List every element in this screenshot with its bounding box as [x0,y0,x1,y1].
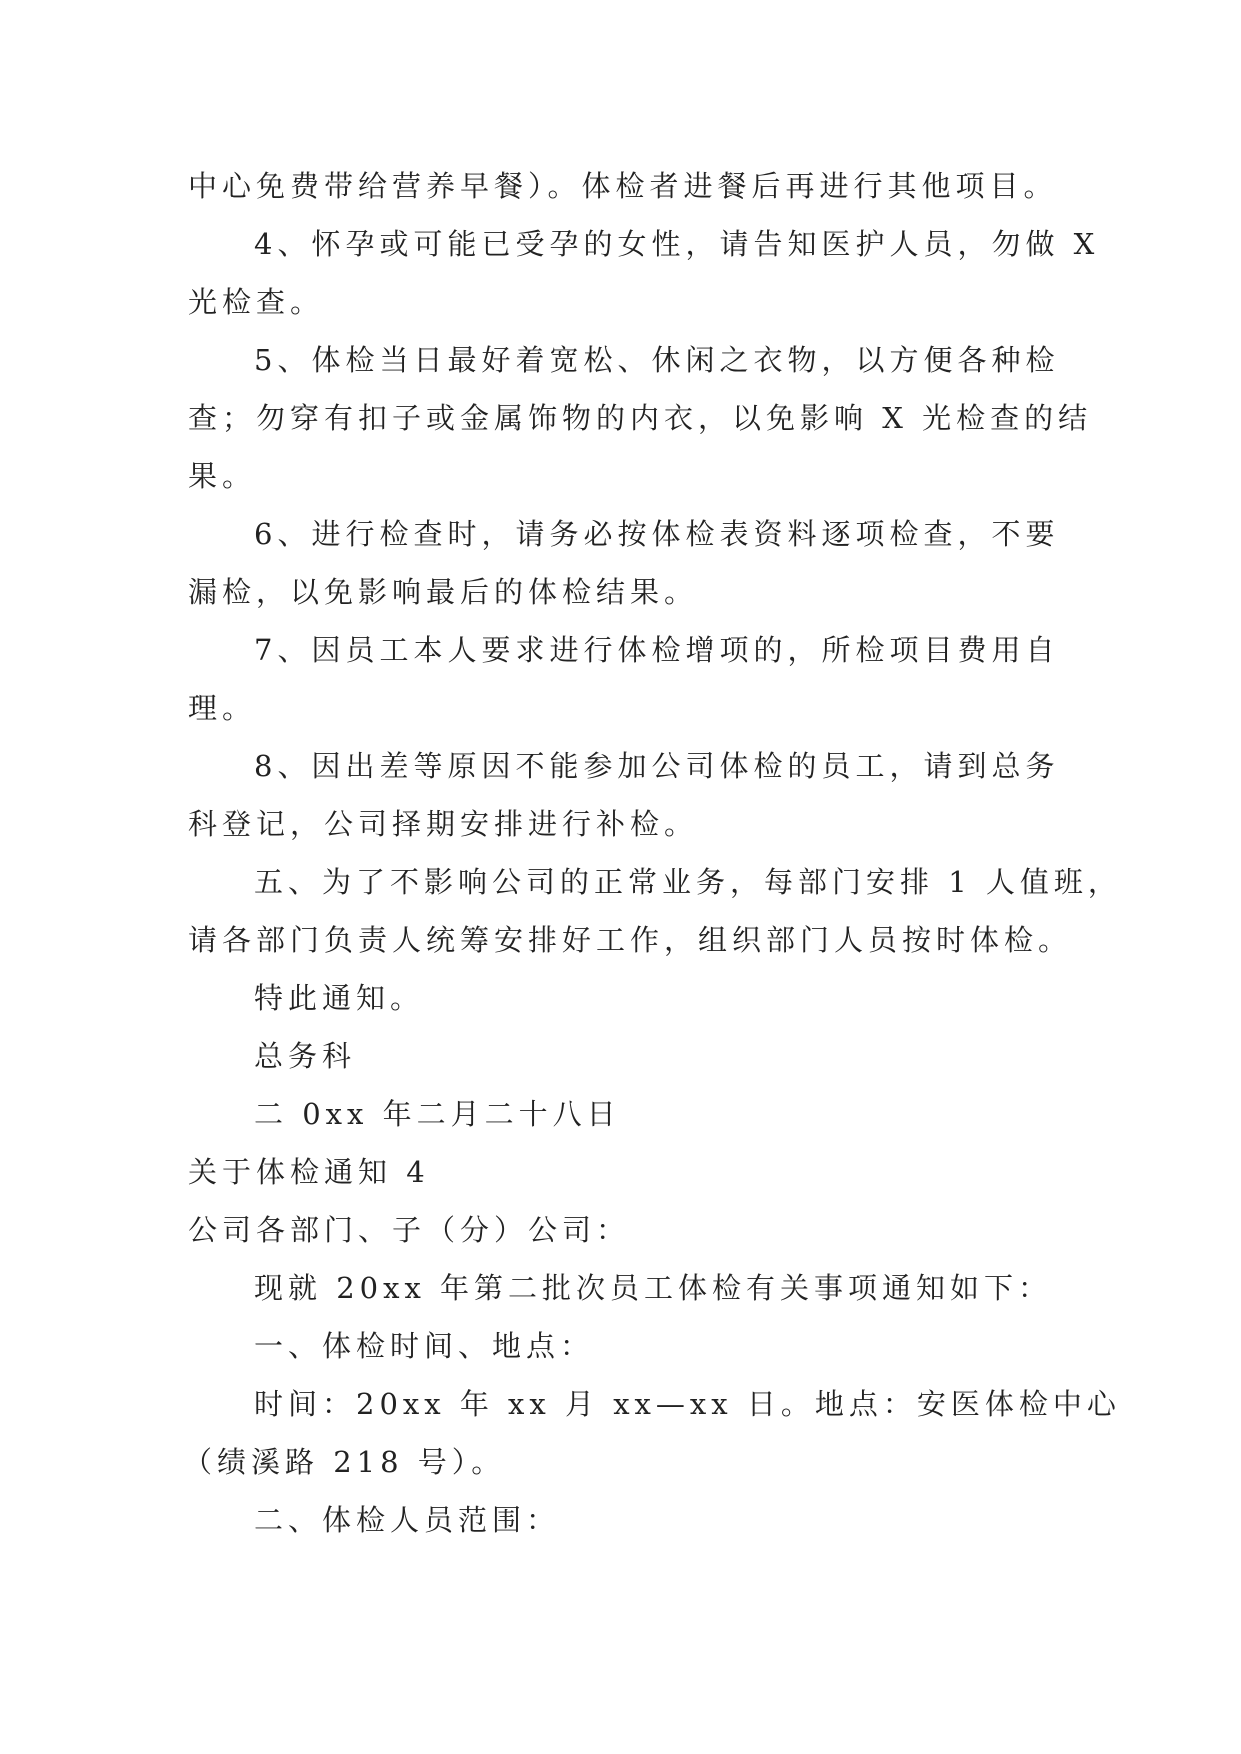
paragraph-line-item-5-end: 果。 [188,459,257,493]
paragraph-line-item-4-cont: 光检查。 [188,285,325,319]
paragraph-line-item-8: 8、因出差等原因不能参加公司体检的员工，请到总务 [254,749,1060,783]
paragraph-line-item-7-cont: 理。 [188,691,257,725]
address-detail: （绩溪路 218 号）。 [183,1445,506,1479]
paragraph-line-item-7: 7、因员工本人要求进行体检增项的，所检项目费用自 [254,633,1060,667]
paragraph-line-section-5-cont: 请各部门负责人统筹安排好工作，组织部门人员按时体检。 [188,923,1073,957]
paragraph-line-item-5-cont: 查；勿穿有扣子或金属饰物的内衣，以免影响 X 光检查的结 [188,401,1093,435]
heading-scope: 二、体检人员范围： [254,1503,561,1537]
paragraph-line-item-8-cont: 科登记，公司择期安排进行补检。 [188,807,699,841]
paragraph-line-item-5: 5、体检当日最好着宽松、休闲之衣物，以方便各种检 [254,343,1060,377]
signature-date: 二 0xx 年二月二十八日 [254,1097,621,1131]
paragraph-line-item-6: 6、进行检查时，请务必按体检表资料逐项检查，不要 [254,517,1060,551]
paragraph-line-breakfast: 中心免费带给营养早餐）。体检者进餐后再进行其他项目。 [188,169,1058,203]
section-title: 关于体检通知 4 [188,1155,430,1189]
time-place-detail: 时间：20xx 年 xx 月 xx—xx 日。地点：安医体检中心 [254,1387,1121,1421]
paragraph-line-item-6-cont: 漏检，以免影响最后的体检结果。 [188,575,699,609]
addressee: 公司各部门、子（分）公司： [188,1213,631,1247]
closing-notice: 特此通知。 [254,981,425,1015]
paragraph-line-section-5: 五、为了不影响公司的正常业务，每部门安排 1 人值班， [254,865,1122,899]
signature-department: 总务科 [254,1039,357,1073]
intro-paragraph: 现就 20xx 年第二批次员工体检有关事项通知如下： [254,1271,1053,1305]
heading-time-place: 一、体检时间、地点： [254,1329,595,1363]
paragraph-line-item-4: 4、怀孕或可能已受孕的女性，请告知医护人员，勿做 X [254,227,1100,261]
